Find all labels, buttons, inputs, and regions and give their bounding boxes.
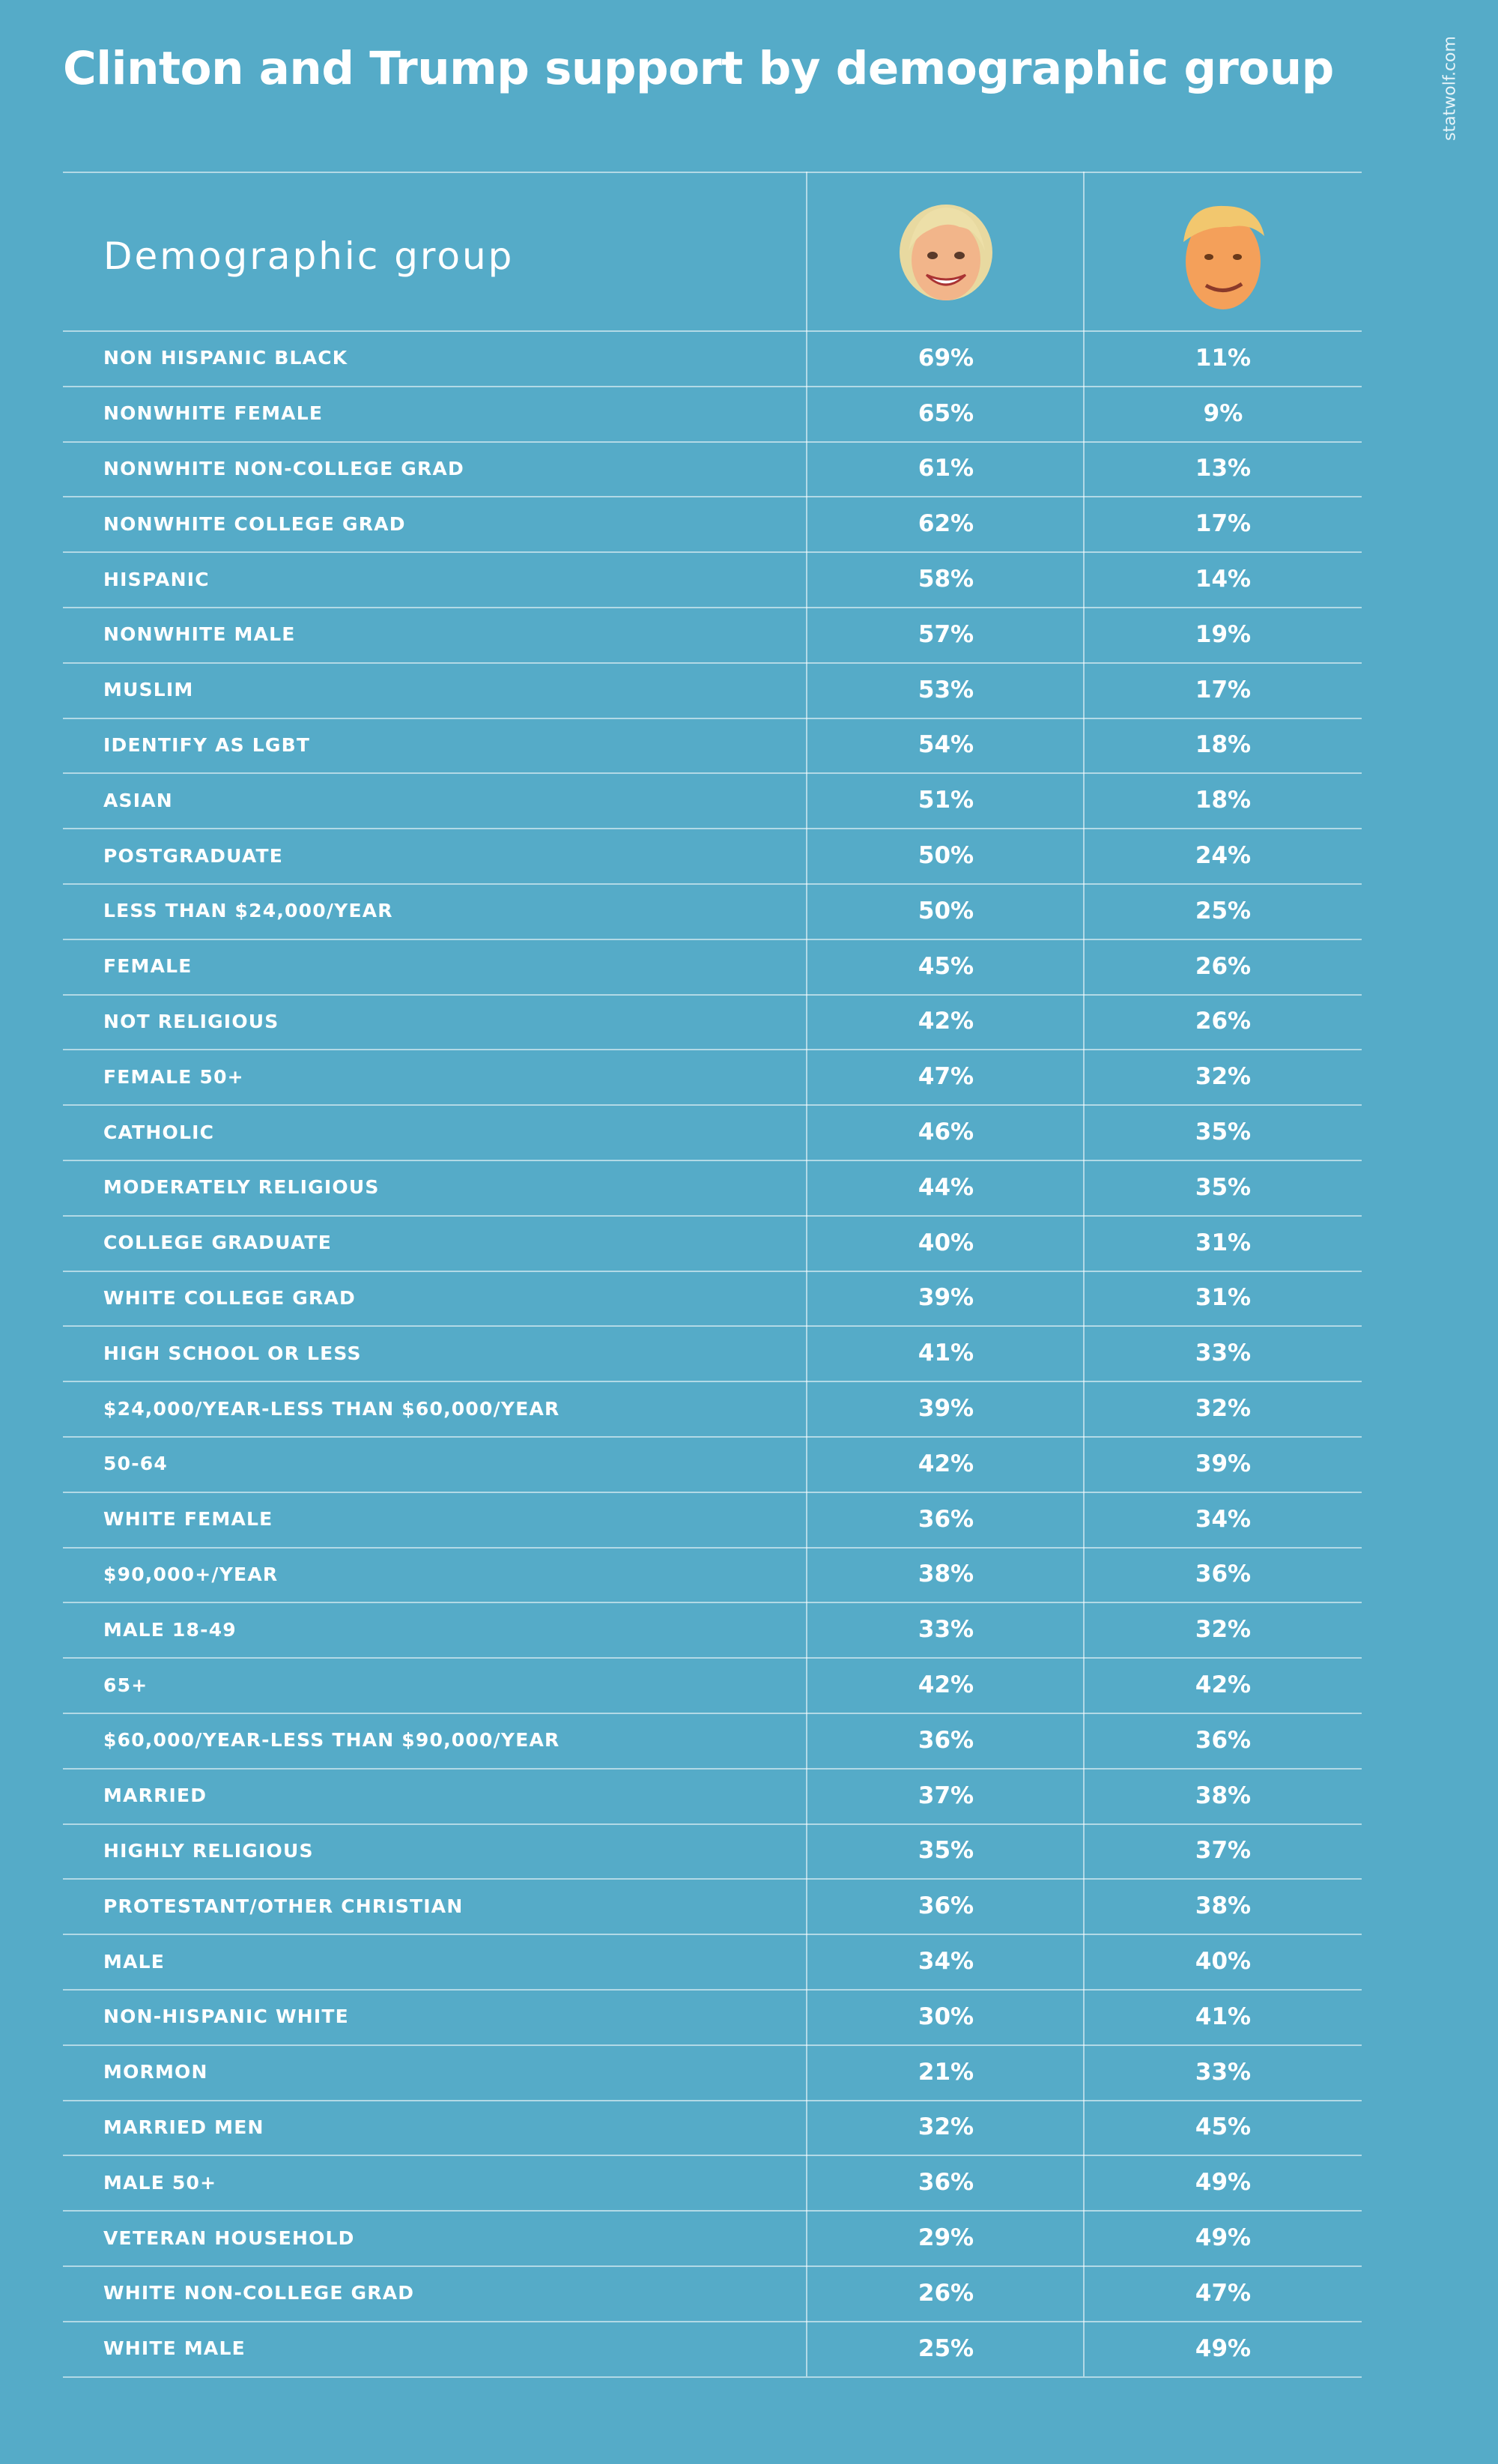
group-label: 50-64 — [103, 1453, 168, 1475]
group-label: HIGH SCHOOL OR LESS — [103, 1342, 362, 1364]
group-label: ASIAN — [103, 789, 173, 811]
table-row — [63, 718, 1362, 773]
trump-value: 24% — [1195, 842, 1252, 870]
clinton-value: 36% — [918, 1505, 974, 1533]
trump-value: 37% — [1195, 1837, 1252, 1865]
group-label: IDENTIFY AS LGBT — [103, 733, 311, 756]
table-row — [63, 1104, 1362, 1160]
clinton-value: 62% — [918, 510, 974, 538]
table-row — [63, 1325, 1362, 1381]
group-label: WHITE NON-COLLEGE GRAD — [103, 2282, 415, 2304]
clinton-value: 50% — [918, 842, 974, 870]
clinton-value: 61% — [918, 455, 974, 482]
clinton-value: 45% — [918, 952, 974, 980]
clinton-value: 41% — [918, 1340, 974, 1367]
trump-value: 35% — [1195, 1119, 1252, 1146]
group-label: WHITE COLLEGE GRAD — [103, 1286, 356, 1309]
group-label: FEMALE — [103, 955, 192, 978]
group-label: NONWHITE COLLEGE GRAD — [103, 512, 406, 535]
table-row — [63, 1215, 1362, 1271]
group-label: VETERAN HOUSEHOLD — [103, 2227, 355, 2249]
trump-value: 35% — [1195, 1173, 1252, 1201]
group-label: POSTGRADUATE — [103, 844, 283, 867]
table-row — [63, 330, 1362, 386]
table-row — [63, 939, 1362, 994]
group-label: NONWHITE FEMALE — [103, 402, 324, 425]
table-row — [63, 1989, 1362, 2044]
group-label: NONWHITE MALE — [103, 623, 296, 646]
clinton-value: 35% — [918, 1837, 974, 1865]
table-row — [63, 994, 1362, 1050]
trump-value: 49% — [1195, 2224, 1252, 2252]
trump-value: 13% — [1195, 455, 1252, 482]
trump-value: 39% — [1195, 1450, 1252, 1477]
group-label: WHITE MALE — [103, 2337, 246, 2360]
group-label: MALE 50+ — [103, 2171, 217, 2194]
clinton-value: 40% — [918, 1229, 974, 1256]
table-row — [63, 1547, 1362, 1602]
clinton-value: 42% — [918, 1008, 974, 1035]
row-rule — [63, 2376, 1362, 2378]
clinton-value: 39% — [918, 1284, 974, 1312]
clinton-face-icon — [894, 199, 998, 311]
clinton-value: 54% — [918, 731, 974, 759]
trump-value: 49% — [1195, 2169, 1252, 2197]
trump-value: 17% — [1195, 676, 1252, 703]
watermark: statwolf.com — [1440, 36, 1460, 141]
group-label: HIGHLY RELIGIOUS — [103, 1839, 314, 1862]
group-label: 65+ — [103, 1674, 148, 1696]
group-label: MALE — [103, 1950, 166, 1973]
table-top-rule — [63, 172, 1362, 173]
trump-face-icon — [1174, 197, 1272, 314]
clinton-value: 36% — [918, 1726, 974, 1754]
clinton-value: 21% — [918, 2058, 974, 2086]
clinton-value: 30% — [918, 2003, 974, 2030]
group-label: HISPANIC — [103, 568, 210, 590]
column-divider — [1083, 172, 1085, 2376]
trump-value: 41% — [1195, 2003, 1252, 2030]
group-label: CATHOLIC — [103, 1121, 215, 1143]
table-row — [63, 1713, 1362, 1768]
clinton-value: 34% — [918, 1948, 974, 1976]
table-row — [63, 1160, 1362, 1215]
group-label: MUSLIM — [103, 679, 194, 701]
group-label: MODERATELY RELIGIOUS — [103, 1176, 380, 1199]
chart-title: Clinton and Trump support by demographic group — [63, 42, 1334, 95]
group-label: MARRIED MEN — [103, 2116, 264, 2138]
trump-value: 32% — [1195, 1395, 1252, 1423]
group-label: $90,000+/YEAR — [103, 1563, 279, 1585]
trump-value: 32% — [1195, 1063, 1252, 1091]
clinton-value: 38% — [918, 1561, 974, 1588]
trump-value: 33% — [1195, 2058, 1252, 2086]
clinton-value: 47% — [918, 1063, 974, 1091]
group-label: NOT RELIGIOUS — [103, 1010, 279, 1032]
table-row — [63, 2155, 1362, 2210]
clinton-value: 51% — [918, 787, 974, 814]
trump-value: 26% — [1195, 1008, 1252, 1035]
trump-value: 42% — [1195, 1671, 1252, 1699]
table-row — [63, 1878, 1362, 1934]
group-label: LESS THAN $24,000/YEAR — [103, 900, 393, 922]
table-row — [63, 662, 1362, 718]
table-row — [63, 1602, 1362, 1657]
trump-value: 36% — [1195, 1561, 1252, 1588]
trump-value: 17% — [1195, 510, 1252, 538]
table-row — [63, 441, 1362, 497]
clinton-value: 42% — [918, 1450, 974, 1477]
trump-value: 14% — [1195, 566, 1252, 593]
column-divider — [806, 172, 807, 2376]
table-row — [63, 607, 1362, 662]
table-row — [63, 1436, 1362, 1492]
table-row — [63, 1768, 1362, 1823]
table-row — [63, 2100, 1362, 2155]
trump-value: 25% — [1195, 897, 1252, 924]
clinton-value: 46% — [918, 1119, 974, 1146]
group-label: NON-HISPANIC WHITE — [103, 2006, 349, 2028]
table-row — [63, 772, 1362, 828]
clinton-value: 58% — [918, 566, 974, 593]
group-label: WHITE FEMALE — [103, 1508, 273, 1531]
trump-value: 33% — [1195, 1340, 1252, 1367]
table-row — [63, 2265, 1362, 2321]
trump-value: 36% — [1195, 1726, 1252, 1754]
clinton-value: 65% — [918, 399, 974, 427]
clinton-value: 33% — [918, 1616, 974, 1644]
trump-value: 19% — [1195, 620, 1252, 648]
trump-value: 9% — [1203, 399, 1243, 427]
header-rule — [63, 330, 1362, 332]
table-row — [63, 551, 1362, 607]
trump-value: 34% — [1195, 1505, 1252, 1533]
clinton-value: 39% — [918, 1395, 974, 1423]
clinton-value: 36% — [918, 1892, 974, 1920]
table-row — [63, 883, 1362, 939]
clinton-value: 50% — [918, 897, 974, 924]
group-label: NONWHITE NON-COLLEGE GRAD — [103, 457, 464, 479]
table-row — [63, 1492, 1362, 1547]
trump-value: 49% — [1195, 2334, 1252, 2362]
table-row — [63, 1049, 1362, 1104]
clinton-value: 53% — [918, 676, 974, 703]
trump-value: 45% — [1195, 2113, 1252, 2141]
trump-value: 18% — [1195, 731, 1252, 759]
clinton-value: 37% — [918, 1782, 974, 1809]
table-row — [63, 2210, 1362, 2265]
trump-value: 31% — [1195, 1284, 1252, 1312]
group-label: $24,000/YEAR-LESS THAN $60,000/YEAR — [103, 1397, 560, 1420]
group-label: FEMALE 50+ — [103, 1065, 244, 1088]
table-row — [63, 1271, 1362, 1326]
table-row — [63, 1934, 1362, 1989]
clinton-value: 69% — [918, 344, 974, 372]
table-row — [63, 2044, 1362, 2100]
trump-value: 18% — [1195, 787, 1252, 814]
clinton-value: 36% — [918, 2169, 974, 2197]
clinton-value: 29% — [918, 2224, 974, 2252]
trump-value: 40% — [1195, 1948, 1252, 1976]
group-label: MARRIED — [103, 1785, 207, 1807]
column-header-demographic: Demographic group — [103, 234, 515, 278]
trump-value: 32% — [1195, 1616, 1252, 1644]
clinton-value: 44% — [918, 1173, 974, 1201]
table-row — [63, 1657, 1362, 1713]
group-label: $60,000/YEAR-LESS THAN $90,000/YEAR — [103, 1729, 560, 1752]
table-row — [63, 1823, 1362, 1879]
table-row — [63, 496, 1362, 551]
trump-value: 26% — [1195, 952, 1252, 980]
group-label: MORMON — [103, 2061, 208, 2083]
trump-value: 38% — [1195, 1782, 1252, 1809]
group-label: COLLEGE GRADUATE — [103, 1232, 332, 1254]
table-row — [63, 2321, 1362, 2376]
trump-value: 31% — [1195, 1229, 1252, 1256]
group-label: MALE 18-49 — [103, 1618, 237, 1641]
trump-value: 38% — [1195, 1892, 1252, 1920]
clinton-value: 57% — [918, 620, 974, 648]
trump-value: 47% — [1195, 2279, 1252, 2307]
group-label: PROTESTANT/OTHER CHRISTIAN — [103, 1895, 464, 1917]
trump-value: 11% — [1195, 344, 1252, 372]
table-row — [63, 1381, 1362, 1436]
clinton-value: 26% — [918, 2279, 974, 2307]
clinton-value: 25% — [918, 2334, 974, 2362]
table-row — [63, 828, 1362, 883]
clinton-value: 42% — [918, 1671, 974, 1699]
group-label: NON HISPANIC BLACK — [103, 347, 348, 369]
table-row — [63, 386, 1362, 441]
clinton-value: 32% — [918, 2113, 974, 2141]
